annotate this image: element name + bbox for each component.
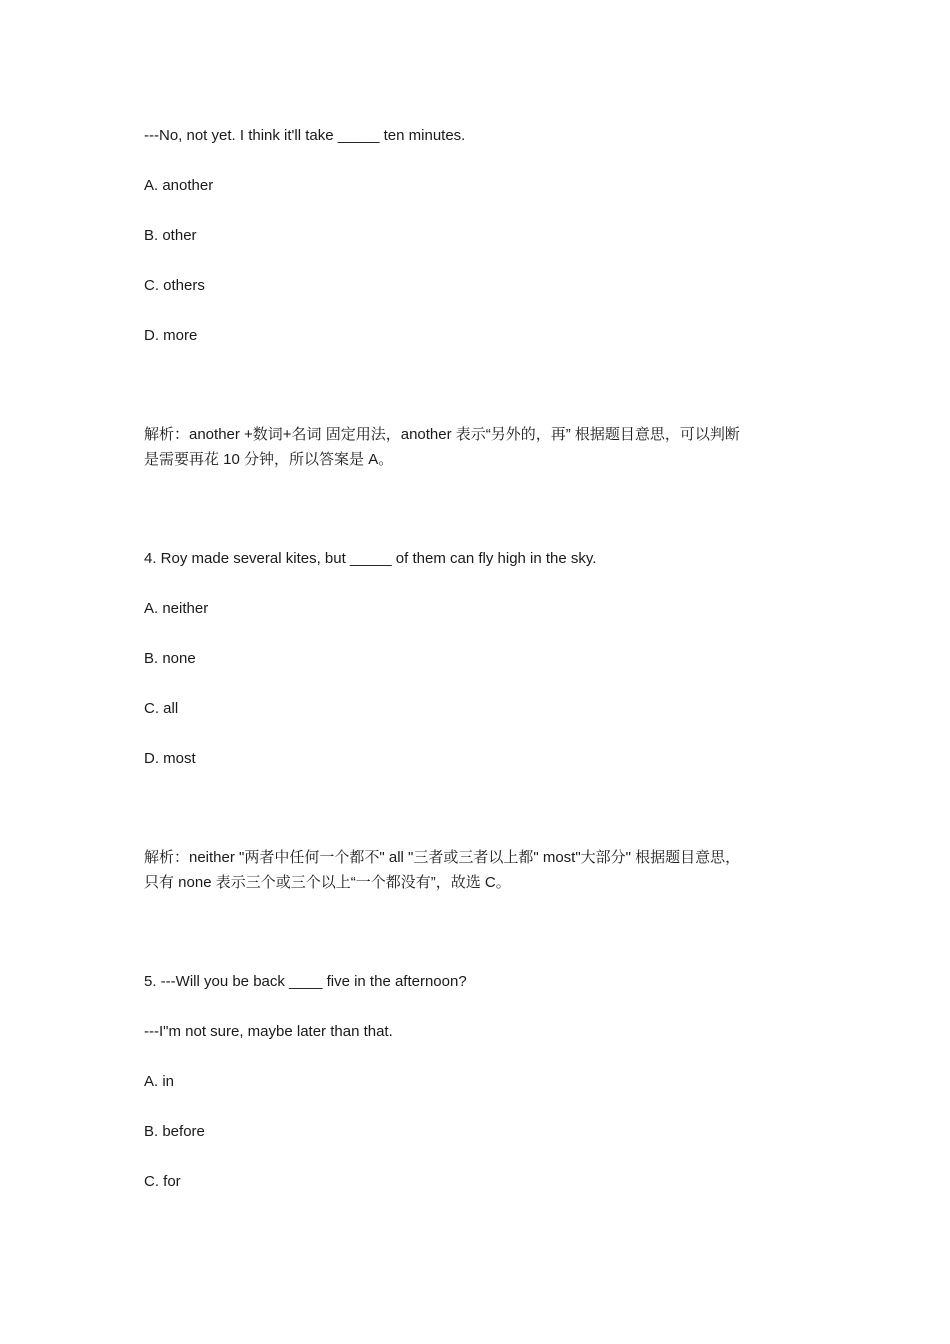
q5-question: 5. ---Will you be back ____ five in the afternoon? [144, 973, 467, 990]
q5-option-b: B. before [144, 1123, 205, 1140]
q3-analysis-line2: 是需要再花 10 分钟，所以答案是 A。 [144, 451, 394, 468]
q3-answer-line: ---No, not yet. I think it'll take _____ ten minutes. [144, 127, 466, 144]
q4-option-b: B. none [144, 650, 196, 667]
q4-option-d: D. most [144, 750, 196, 767]
q3-analysis [144, 422, 814, 472]
q3-option-b: B. other [144, 227, 197, 244]
q4-analysis-line1: 解析：neither "两者中任何一个都不" all "三者或三者以上都" most"大部分" 根据题目意思， [144, 849, 741, 866]
q4-option-a: A. neither [144, 600, 209, 617]
q4-analysis [144, 845, 814, 895]
q5-option-a: A. in [144, 1073, 175, 1090]
q4-option-c: C. all [144, 700, 179, 717]
q4-question: 4. Roy made several kites, but _____ of them can fly high in the sky. [144, 550, 597, 567]
q4-analysis-line2: 只有 none 表示三个或三个以上“一个都没有”，故选 C。 [144, 874, 511, 891]
q3-option-a: A. another [144, 177, 214, 194]
q3-option-d: D. more [144, 327, 198, 344]
q5-answer-line: ---I"m not sure, maybe later than that. [144, 1023, 393, 1040]
q3-analysis-line1: 解析：another +数词+名词 固定用法，another 表示“另外的，再” 根据题目意思，可以判断 [144, 426, 740, 443]
q5-option-c: C. for [144, 1173, 181, 1190]
q3-option-c: C. others [144, 277, 205, 294]
